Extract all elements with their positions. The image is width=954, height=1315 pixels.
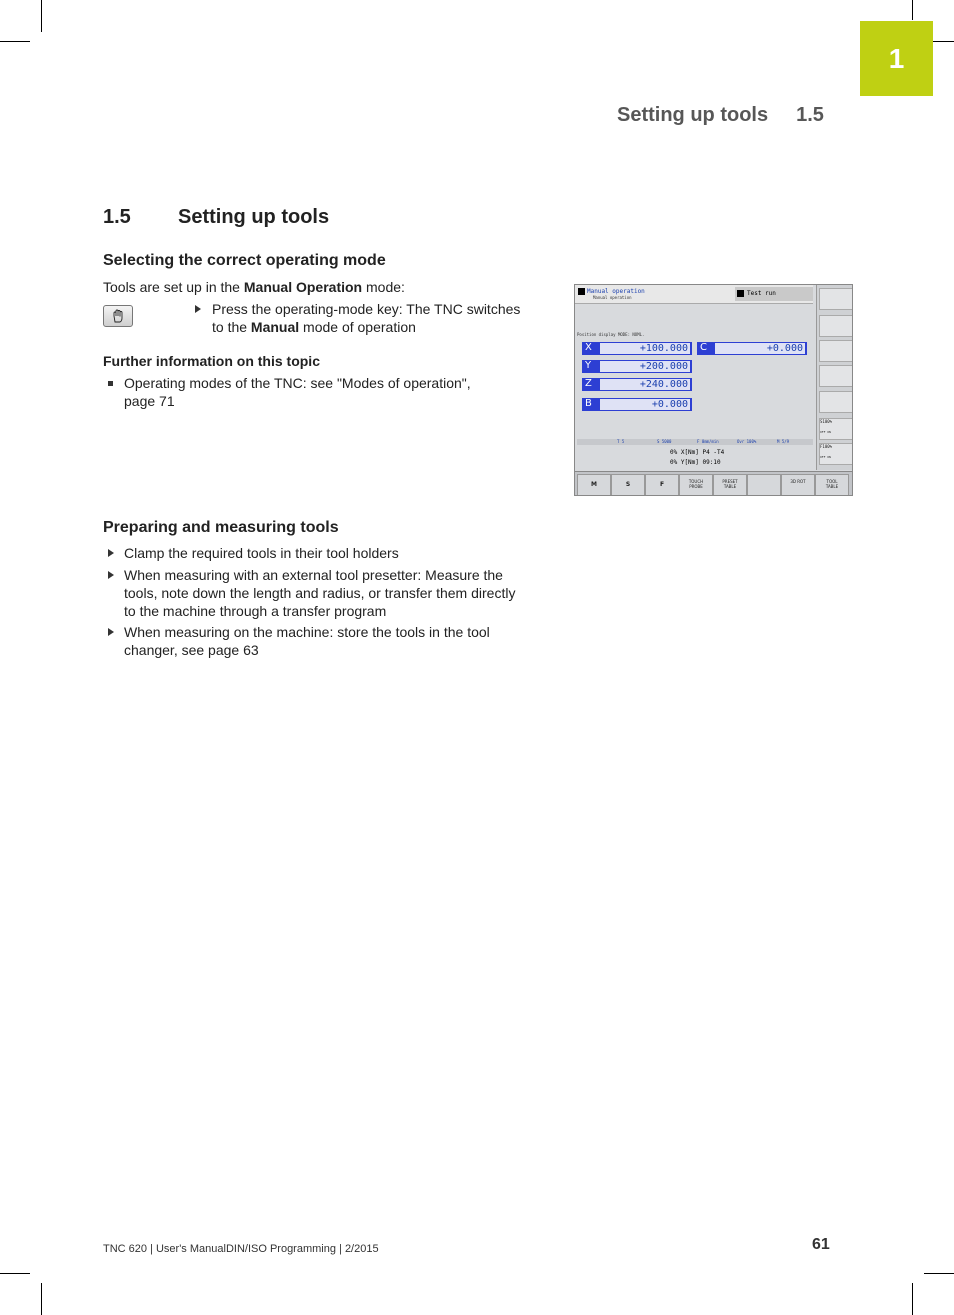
axis-label: X (585, 342, 592, 353)
clock-icon (819, 288, 853, 310)
screen-sidebar (816, 285, 853, 470)
softkey-empty (747, 474, 781, 496)
axis-row-y (582, 360, 692, 373)
hand-icon-glyph (111, 309, 125, 323)
feed-override-label: F100% (820, 444, 833, 449)
screen-title-bar (575, 285, 813, 304)
softkey-row (575, 471, 852, 496)
bullet-arrow-icon (108, 549, 114, 557)
crop-mark (0, 1273, 30, 1274)
intro-text-end: mode: (362, 279, 405, 295)
running-header (617, 104, 824, 127)
preparing-bullet-3: When measuring on the machine: store the tools in the tool changer, see page 63 (124, 624, 490, 658)
screen-info-line-1: 0% X[Nm] P4 -T4 (670, 449, 725, 456)
axis-row-c (697, 342, 807, 355)
screen-mode-title: Manual operation (587, 288, 645, 295)
intro-text: Tools are set up in the (103, 279, 244, 295)
axis-value: +100.000 (600, 343, 690, 354)
side-softkey (819, 315, 853, 337)
position-display-mode: Position display MODE: NOML. (577, 332, 645, 337)
page-number: 61 (812, 1236, 830, 1253)
bullet-arrow-icon (108, 628, 114, 636)
feed-override: F100% OFF ON (819, 443, 853, 465)
running-title: Setting up tools (617, 104, 769, 126)
softkey-preset-table: PRESET TABLE (713, 474, 747, 496)
step-arrow-icon (195, 305, 201, 313)
intro-bold: Manual Operation (243, 279, 363, 295)
axis-row-b (582, 398, 692, 411)
test-run-icon (737, 290, 744, 297)
screen-info-line-2: 0% Y[Nm] 09:10 (670, 459, 721, 466)
chapter-tab: 1 (860, 21, 933, 96)
side-softkey (819, 391, 853, 413)
test-run-label: Test run (747, 290, 776, 297)
section-number: 1.5 (103, 206, 131, 228)
softkey-3d-rot: 3D ROT (781, 474, 815, 496)
spindle-override: S100% OFF ON (819, 418, 853, 440)
axis-value: +240.000 (600, 379, 690, 390)
axis-label: Z (585, 378, 592, 389)
status-tool: T 5 (617, 439, 625, 444)
axis-value: +200.000 (600, 361, 690, 372)
further-info-line-1: Operating modes of the TNC: see "Modes of operation", (124, 375, 471, 391)
axis-label: Y (585, 360, 592, 371)
softkey-f: F (645, 474, 679, 496)
status-feed: F 0mm/min (697, 439, 719, 444)
softkey-m: M (577, 474, 611, 496)
side-softkey (819, 365, 853, 387)
crop-mark (41, 1283, 42, 1315)
status-m-function: M 5/9 (777, 439, 790, 444)
axis-value: +0.000 (715, 343, 805, 354)
axis-row-z (582, 378, 692, 391)
preparing-bullet-2: When measuring with an external tool presetter: Measure the tools, note down the length and radius, or transfer them directly to the machine through a transfer program (124, 567, 516, 619)
softkey-s: S (611, 474, 645, 496)
tnc-screenshot (574, 284, 853, 496)
further-info-line-2: page 71 (124, 393, 175, 409)
crop-mark (912, 1283, 913, 1315)
bullet-arrow-icon (108, 571, 114, 579)
softkey-touch-probe: TOUCH PROBE (679, 474, 713, 496)
crop-mark (912, 0, 913, 20)
operating-mode-intro (103, 278, 405, 296)
softkey-tool-table: TOOL TABLE (815, 474, 849, 496)
running-section: 1.5 (796, 104, 824, 126)
axis-label: B (585, 398, 592, 409)
spindle-override-label: S100% (820, 419, 833, 424)
preparing-bullet-1: Clamp the required tools in their tool holders (124, 545, 399, 561)
axis-value: +0.000 (600, 399, 690, 410)
mode-icon (578, 288, 585, 295)
step-line-2: to the Manual mode of operation (212, 319, 416, 335)
section-heading (103, 206, 329, 229)
status-override: Ovr 100% (737, 439, 757, 444)
preparing-heading: Preparing and measuring tools (103, 519, 339, 536)
further-info-item (124, 374, 471, 410)
crop-mark (0, 41, 30, 42)
page-footer: TNC 620 | User's ManualDIN/ISO Programming | 2/2015 (103, 1243, 379, 1255)
axis-label: C (700, 342, 707, 353)
bullet-square-icon (108, 381, 113, 386)
test-run-panel (735, 287, 813, 301)
crop-mark (924, 1273, 954, 1274)
crop-mark (41, 0, 42, 32)
section-title: Setting up tools (178, 206, 330, 228)
axis-row-x (582, 342, 692, 355)
screen-status-bar (577, 439, 813, 445)
screen-mode-subtitle: Manual operation (593, 295, 632, 300)
step-text (212, 300, 520, 336)
side-softkey (819, 340, 853, 362)
operating-mode-heading: Selecting the correct operating mode (103, 252, 386, 269)
hand-icon (103, 305, 133, 327)
status-spindle: S 5000 (657, 439, 672, 444)
step-line-1: Press the operating-mode key: The TNC switches (212, 301, 521, 317)
further-info-heading: Further information on this topic (103, 353, 320, 369)
